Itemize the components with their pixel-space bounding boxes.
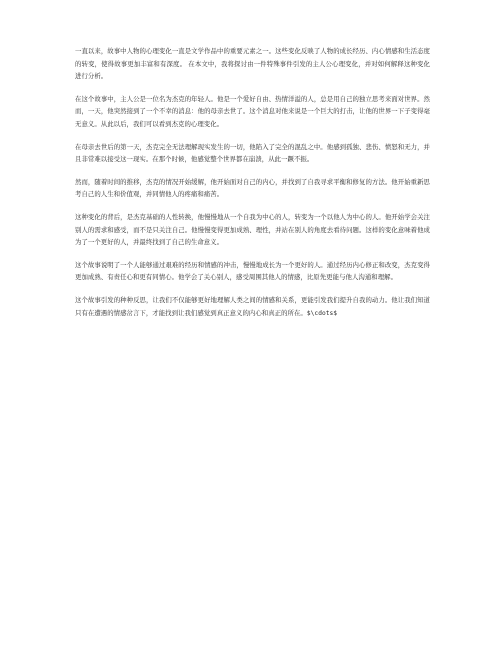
- paragraph-2: 在这个故事中，主人公是一位名为杰克的年轻人。他是一个爱好自由、热情洋溢的人，总是用自己的独立思考来面对世界。然而，一天，他突然接到了一个不幸的消息：他的母亲去世了。这个消息对他来说是一个巨大的打击，让他的世界一下子变得毫无意义。从此以后，我们可以看到杰克的心理变化。: [75, 94, 430, 128]
- paragraph-1: 一直以来，故事中人物的心理变化一直是文学作品中的重要元素之一。这些变化反映了人物的成长经历、内心情感和生活态度的转变，使得故事更加丰富和有深度。 在本文中，我将探讨由一件特殊事件引发的主人公心理变化，并对如何解释这种变化进行分析。: [75, 47, 430, 81]
- paragraph-7-tail: $\cdots$: [306, 309, 338, 317]
- paragraph-4: 然而，随着时间的推移，杰克的情况开始缓解，他开始面对自己的内心，并找到了自我寻求平衡和修复的方法。他开始重新思考自己的人生和价值观，并同情他人的疼痛和痛苦。: [75, 177, 430, 199]
- paragraph-6: 这个故事说明了一个人能够通过艰难的经历和情感的冲击，慢慢地成长为一个更好的人。通过经历内心修正和改变，杰克变得更加成熟、有责任心和更有同情心。他学会了关心别人，感受周围其他人的情感，比原先更能与他人沟通和理解。: [75, 260, 430, 282]
- paragraph-5: 这种变化的背后，是杰克基础的人性转换，他慢慢地从一个自我为中心的人，转变为一个以他人为中心的人。他开始学会关注别人的需求和感受，而不是只关注自己。他慢慢变得更加成熟、理性，并站在别人的角度去看待问题。这样的变化意味着他成为了一个更好的人，并最终找到了自己的生命意义。: [75, 212, 430, 247]
- paragraph-7-text: 这个故事引发的种种反思，让我们不仅能够更好地理解人类之间的情感和关系，更能引发我们提升自我的动力。他让我们知道只有在遭遇的情感岔言下，才能找到让我们感觉到真正意义的内心和真正的所在。: [75, 295, 430, 317]
- document-page: [75, 45, 430, 330]
- paragraph-3: 在母亲去世后的第一天，杰克完全无法理解现实发生的一切，他陷入了完全的混乱之中。他感到孤独、悲伤、愤怒和无力，并且非常难以接受这一现实。在那个时候，他感觉整个世界都在崩溃，从此一蹶不振。: [75, 142, 430, 164]
- paragraph-7: [75, 294, 430, 320]
